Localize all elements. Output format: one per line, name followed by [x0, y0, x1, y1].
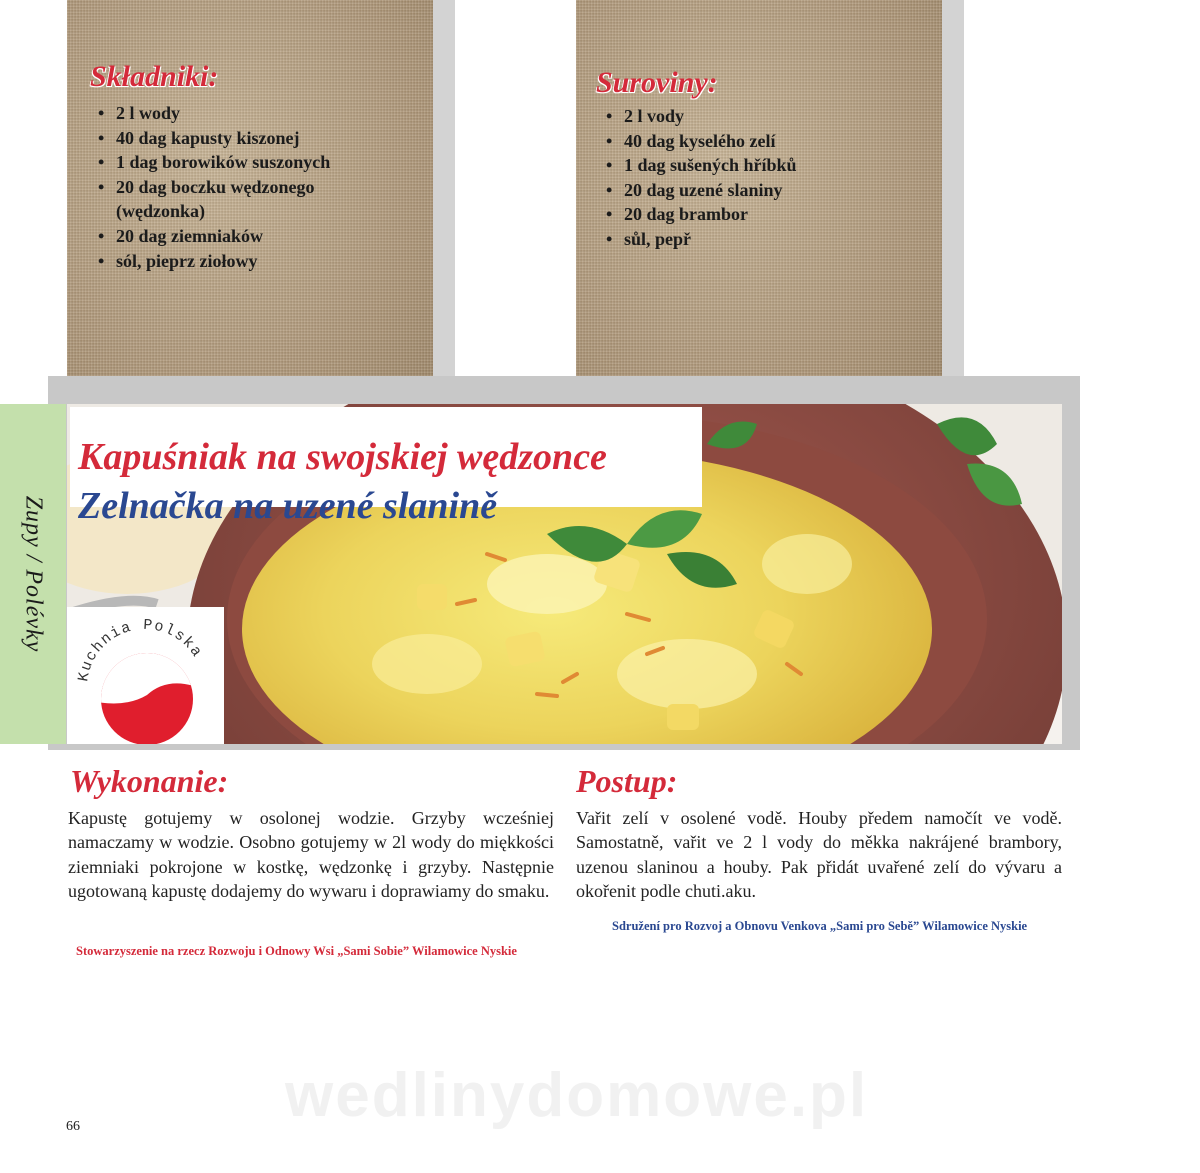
ingredient-item: • 40 dag kapusty kiszonej	[92, 126, 392, 151]
gray-strip-left	[433, 0, 455, 376]
ingredient-item: • 1 dag borowików suszonych	[92, 150, 392, 175]
ingredients-list-pl	[92, 101, 392, 273]
ingredient-item: • 20 dag uzené slaniny	[600, 178, 900, 203]
ingredients-heading-pl: Składniki:	[90, 60, 219, 93]
recipe-title-cz: Zelnačka na uzené slanině	[78, 485, 498, 528]
method-heading-cz: Postup:	[576, 763, 678, 799]
kuchnia-polska-badge	[67, 607, 224, 744]
method-text-pl: Kapustę gotujemy w osolonej wodzie. Grzyby wcześniej namaczamy w wodzie. Osobno gotujemy w 2l wody do miękkości ziemniaki pokrojone w kostkę, wędzonkę i grzyby. Następnie ugotowaną kapustę dodajemy do wywaru i doprawiamy do smaku.	[68, 808, 554, 901]
ingredient-item: • 20 dag boczku wędzonego (wędzonka)	[92, 175, 392, 224]
page-number: 66	[66, 1119, 80, 1134]
recipe-title-pl: Kapuśniak na swojskiej wędzonce	[78, 436, 607, 479]
gray-strip-right	[942, 0, 964, 376]
ingredient-item: • 40 dag kyselého zelí	[600, 129, 900, 154]
ingredient-item: • 2 l wody	[92, 101, 392, 126]
ingredient-item: • sůl, pepř	[600, 227, 900, 252]
ingredients-heading-cz: Suroviny:	[596, 66, 718, 99]
watermark: wedlinydomowe.pl	[285, 1061, 869, 1130]
credit-pl: Stowarzyszenie na rzecz Rozwoju i Odnowy Wsi „Sami Sobie” Wilamowice Nyskie	[76, 944, 517, 958]
section-label: Zupy / Polévky	[20, 495, 47, 653]
polish-flag-icon	[97, 647, 197, 744]
ingredient-item: • sól, pieprz ziołowy	[92, 249, 392, 274]
ingredient-item: • 20 dag brambor	[600, 202, 900, 227]
ingredient-item: • 2 l vody	[600, 104, 900, 129]
ingredient-item: • 20 dag ziemniaków	[92, 224, 392, 249]
ingredients-list-cz	[600, 104, 900, 252]
ingredient-item: • 1 dag sušených hříbků	[600, 153, 900, 178]
credit-cz: Sdružení pro Rozvoj a Obnovu Venkova „Sami pro Sebě” Wilamowice Nyskie	[612, 919, 1028, 933]
method-heading-pl: Wykonanie:	[70, 763, 229, 799]
method-text-cz: Vařit zelí v osolené vodě. Houby předem namočít ve vodě. Samostatně, vařit ve 2 l vody do měkka nakrájené brambory, uzenou slaninou a houby. Pak přidát uvařené zelí do vývaru a okořenit podle chuti.aku.	[576, 808, 1062, 901]
badge-text: Kuchnia Polska	[75, 616, 206, 683]
